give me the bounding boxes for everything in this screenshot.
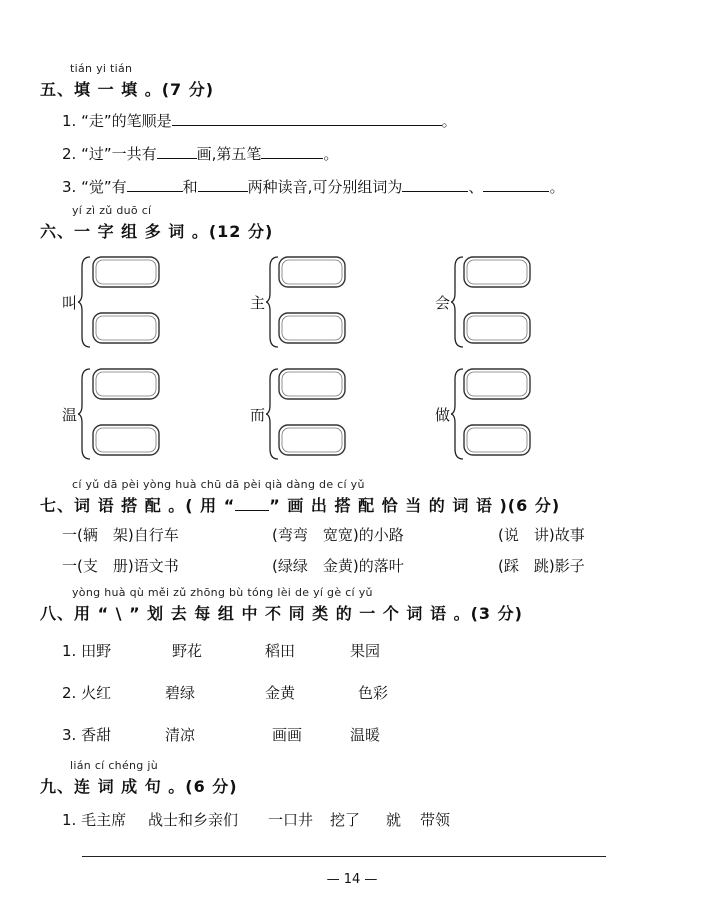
s8-word[interactable]: 2. 火红 — [62, 684, 112, 702]
s5-q3-sep: 、 — [468, 178, 484, 196]
word-group-char: 叫 — [62, 294, 78, 312]
s5-q3-blank4[interactable] — [483, 177, 549, 192]
section8-pinyin: yòng huà qù měi zǔ zhōng bù tóng lèi de yí gè cí yǔ — [72, 586, 373, 599]
s8-word[interactable]: 清凉 — [165, 726, 196, 744]
s5-q3-blank1[interactable] — [127, 177, 183, 192]
answer-box[interactable] — [91, 255, 161, 289]
s9-word[interactable]: 1. 毛主席 — [62, 811, 127, 829]
s8-word[interactable]: 金黄 — [265, 684, 296, 702]
footer-divider — [82, 856, 606, 857]
word-group-char: 做 — [435, 406, 451, 424]
s7-title-blank — [235, 498, 269, 511]
s5-q3-end: 。 — [549, 178, 565, 196]
answer-box[interactable] — [462, 423, 532, 457]
answer-box[interactable] — [462, 311, 532, 345]
section6-title: 六、一 字 组 多 词 。(12 分) — [40, 222, 274, 241]
s5-q3 — [62, 176, 564, 197]
page-number: — 14 — — [326, 872, 378, 887]
s5-q1-end: 。 — [441, 112, 457, 130]
s7-item[interactable]: (弯弯 宽宽)的小路 — [272, 526, 404, 544]
section6-pinyin: yí zì zǔ duō cí — [72, 204, 152, 217]
s5-q3-blank3[interactable] — [402, 177, 468, 192]
answer-box[interactable] — [277, 255, 347, 289]
s9-word[interactable]: 挖了 — [330, 811, 361, 829]
s8-word[interactable]: 3. 香甜 — [62, 726, 112, 744]
s9-word[interactable]: 带领 — [420, 811, 451, 829]
s5-q1-blank[interactable] — [172, 111, 442, 126]
section9-title: 九、连 词 成 句 。(6 分) — [40, 777, 238, 796]
section5-title: 五、填 一 填 。(7 分) — [40, 80, 215, 99]
word-group-char: 温 — [62, 406, 78, 424]
s8-word[interactable]: 1. 田野 — [62, 642, 112, 660]
s5-q2-end: 。 — [323, 145, 339, 163]
answer-box[interactable] — [277, 367, 347, 401]
s8-word[interactable]: 碧绿 — [165, 684, 196, 702]
section7-title — [40, 493, 560, 516]
s8-word[interactable]: 稻田 — [265, 642, 296, 660]
answer-box[interactable] — [462, 255, 532, 289]
s8-word[interactable]: 画画 — [272, 726, 303, 744]
section9-pinyin: lián cí chéng jù — [70, 759, 158, 772]
section7-title-b: ” 画 出 搭 配 恰 当 的 词 语 )(6 分) — [269, 496, 561, 515]
s7-item[interactable]: (说 讲)故事 — [498, 526, 585, 544]
answer-box[interactable] — [277, 311, 347, 345]
s9-word[interactable]: 一口井 — [268, 811, 314, 829]
section5-pinyin: tián yi tián — [70, 62, 133, 75]
section7-pinyin: cí yǔ dā pèi yòng huà chū dā pèi qià dàng de cí yǔ — [72, 478, 365, 491]
answer-box[interactable] — [91, 423, 161, 457]
s7-item[interactable]: 一(辆 架)自行车 — [62, 526, 179, 544]
s9-word[interactable]: 战士和乡亲们 — [148, 811, 239, 829]
word-group-char: 主 — [250, 294, 266, 312]
s5-q2-blank2[interactable] — [261, 144, 323, 159]
s5-q3-blank2[interactable] — [198, 177, 248, 192]
s7-item[interactable]: 一(支 册)语文书 — [62, 557, 179, 575]
answer-box[interactable] — [91, 311, 161, 345]
s8-word[interactable]: 色彩 — [358, 684, 389, 702]
section8-title: 八、用 “ \ ” 划 去 每 组 中 不 同 类 的 一 个 词 语 。(3 分) — [40, 604, 523, 623]
brace-icon — [78, 255, 92, 349]
s8-word[interactable]: 果园 — [350, 642, 381, 660]
s8-word[interactable]: 温暖 — [350, 726, 381, 744]
s7-item[interactable]: (踩 跳)影子 — [498, 557, 585, 575]
s5-q3-a: 3. “觉”有 — [62, 178, 127, 196]
s8-word[interactable]: 野花 — [172, 642, 203, 660]
word-group-char: 而 — [250, 406, 266, 424]
s9-word[interactable]: 就 — [386, 811, 402, 829]
word-group-char: 会 — [435, 294, 451, 312]
s5-q2-b: 画,第五笔 — [196, 145, 262, 163]
answer-box[interactable] — [91, 367, 161, 401]
s5-q1 — [62, 110, 457, 131]
s7-item[interactable]: (绿绿 金黄)的落叶 — [272, 557, 404, 575]
answer-box[interactable] — [277, 423, 347, 457]
s5-q1-text: 1. “走”的笔顺是 — [62, 112, 172, 130]
section7-title-a: 七、词 语 搭 配 。( 用 “ — [40, 496, 236, 515]
s5-q3-b: 和 — [182, 178, 198, 196]
answer-box[interactable] — [462, 367, 532, 401]
s5-q3-c: 两种读音,可分别组词为 — [247, 178, 403, 196]
brace-icon — [78, 367, 92, 461]
s5-q2-a: 2. “过”一共有 — [62, 145, 157, 163]
s5-q2 — [62, 143, 338, 164]
s5-q2-blank1[interactable] — [157, 144, 197, 159]
